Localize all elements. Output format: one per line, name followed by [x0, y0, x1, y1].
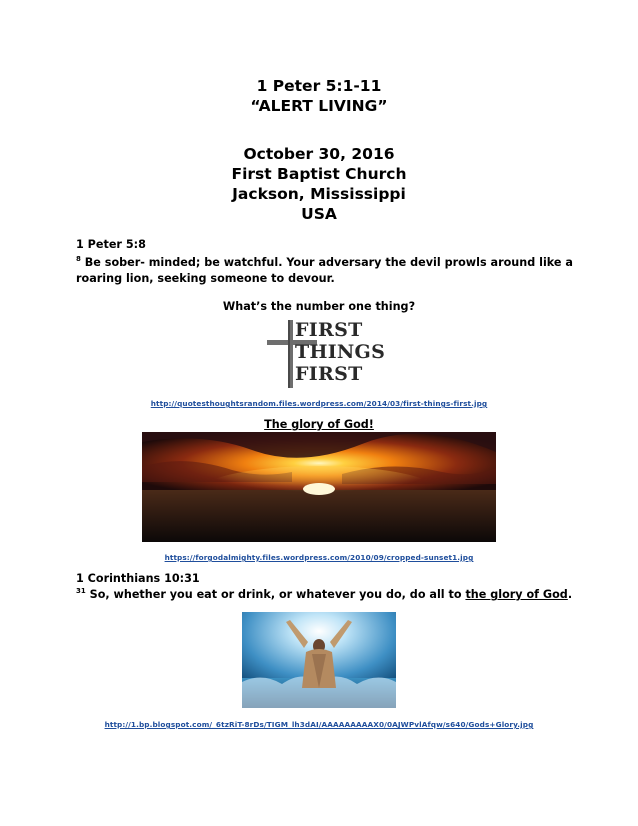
verse-1-line-1 — [76, 256, 576, 269]
answer-text: The glory of God! — [264, 418, 374, 431]
verse-1-text-1: Be sober- minded; be watchful. Your adversary the devil prowls around like a — [80, 256, 573, 269]
verse-2-number: 31 — [76, 587, 86, 595]
verse-2-text-before: So, whether you eat or drink, or whatever you do, do all to — [85, 588, 466, 601]
glory-image — [242, 612, 396, 708]
verse-2-text-after: . — [567, 588, 573, 601]
first-things-first-image — [265, 318, 386, 390]
verse-2-reference: 1 Corinthians 10:31 — [76, 572, 200, 585]
image-link-1[interactable]: http://quotesthoughtsrandom.files.wordpress.com/2014/03/first-things-first.jpg — [150, 399, 488, 408]
image-link-2[interactable]: https://forgodalmighty.files.wordpress.com/2010/09/cropped-sunset1.jpg — [164, 553, 474, 562]
verse-2-text-underlined: the glory of God — [465, 588, 568, 601]
sermon-date: October 30, 2016 — [243, 145, 395, 163]
worship-figure-icon — [242, 612, 396, 708]
scripture-reference: 1 Peter 5:1-11 — [256, 77, 382, 95]
verse-1-reference: 1 Peter 5:8 — [76, 238, 146, 251]
church-name: First Baptist Church — [231, 165, 407, 183]
sunset-icon — [142, 432, 496, 542]
verse-1-line-2: roaring lion, seeking someone to devour. — [76, 272, 335, 285]
sunset-image — [142, 432, 496, 542]
verse-2-line — [76, 588, 576, 601]
logo-line-2: THINGS — [295, 341, 386, 363]
logo-line-1: FIRST — [295, 319, 363, 341]
image-link-3[interactable]: http://1.bp.blogspot.com/_6tzRiT-8rDs/TIGM_lh3dAI/AAAAAAAAAX0/0AJWPvlAfqw/s640/Gods+Glory.jpg — [104, 720, 534, 729]
logo-line-3: FIRST — [295, 363, 363, 385]
question-text: What’s the number one thing? — [222, 300, 416, 313]
church-city: Jackson, Mississippi — [232, 185, 406, 203]
church-country: USA — [301, 205, 337, 223]
verse-1-number: 8 — [76, 255, 81, 263]
sermon-title: “ALERT LIVING” — [250, 97, 388, 115]
